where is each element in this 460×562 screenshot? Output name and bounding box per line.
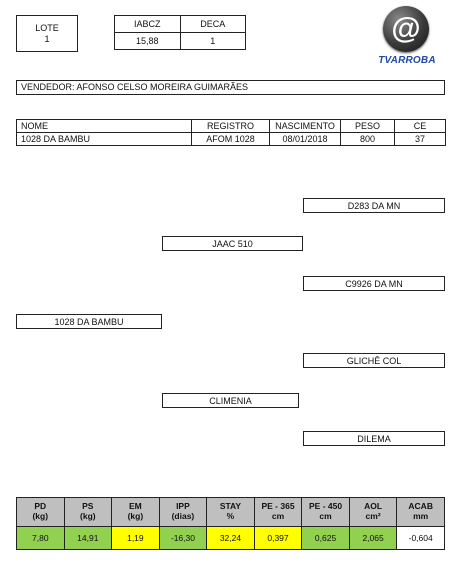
- genealogy-dam-sire: GLICHÊ COL: [303, 353, 445, 368]
- perf-header-acab: ACAB mm: [397, 498, 445, 527]
- value-nome: 1028 DA BAMBU: [17, 133, 192, 146]
- header-registro: REGISTRO: [192, 120, 270, 133]
- perf-header-pe365: PE - 365 cm: [254, 498, 302, 527]
- animal-table: [16, 119, 446, 146]
- vendedor-bar: VENDEDOR: AFONSO CELSO MOREIRA GUIMARÃES: [16, 80, 445, 95]
- at-sign-icon: @: [383, 6, 429, 52]
- value-nascimento: 08/01/2018: [270, 133, 341, 146]
- perf-value-em: 1,19: [112, 527, 160, 550]
- deca-value: 1: [180, 33, 246, 50]
- genealogy-animal: 1028 DA BAMBU: [16, 314, 162, 329]
- tv-arroba-logo: [374, 6, 440, 68]
- iabcz-label: IABCZ: [115, 16, 181, 33]
- genealogy-sire-dam: C9926 DA MN: [303, 276, 445, 291]
- perf-header-stay: STAY %: [207, 498, 255, 527]
- header-nome: NOME: [17, 120, 192, 133]
- lote-label: LOTE: [35, 23, 59, 34]
- perf-value-stay: 32,24: [207, 527, 255, 550]
- genealogy-sire: JAAC 510: [162, 236, 303, 251]
- perf-header-pd: PD (kg): [17, 498, 65, 527]
- perf-value-aol: 2,065: [349, 527, 397, 550]
- performance-table: [16, 497, 445, 550]
- genealogy-sire-sire: D283 DA MN: [303, 198, 445, 213]
- iabcz-value: 15,88: [115, 33, 181, 50]
- perf-header-ipp: IPP (dias): [159, 498, 207, 527]
- index-table: [114, 15, 246, 50]
- genealogy-dam-dam: DILEMA: [303, 431, 445, 446]
- logo-text: TVARROBA: [378, 55, 436, 66]
- perf-value-acab: -0,604: [397, 527, 445, 550]
- perf-header-aol: AOL cm²: [349, 498, 397, 527]
- value-ce: 37: [395, 133, 446, 146]
- value-registro: AFOM 1028: [192, 133, 270, 146]
- genealogy-dam: CLIMENIA: [162, 393, 299, 408]
- value-peso: 800: [341, 133, 395, 146]
- header-peso: PESO: [341, 120, 395, 133]
- performance-value-row: [17, 527, 445, 550]
- perf-header-ps: PS (kg): [64, 498, 112, 527]
- perf-value-pe365: 0,397: [254, 527, 302, 550]
- header-nascimento: NASCIMENTO: [270, 120, 341, 133]
- perf-header-em: EM (kg): [112, 498, 160, 527]
- deca-label: DECA: [180, 16, 246, 33]
- perf-value-ipp: -16,30: [159, 527, 207, 550]
- perf-value-pd: 7,80: [17, 527, 65, 550]
- header-ce: CE: [395, 120, 446, 133]
- perf-value-ps: 14,91: [64, 527, 112, 550]
- lote-value: 1: [44, 33, 50, 44]
- performance-header-row: [17, 498, 445, 527]
- perf-header-pe450: PE - 450 cm: [302, 498, 350, 527]
- perf-value-pe450: 0,625: [302, 527, 350, 550]
- lote-box: [16, 15, 78, 52]
